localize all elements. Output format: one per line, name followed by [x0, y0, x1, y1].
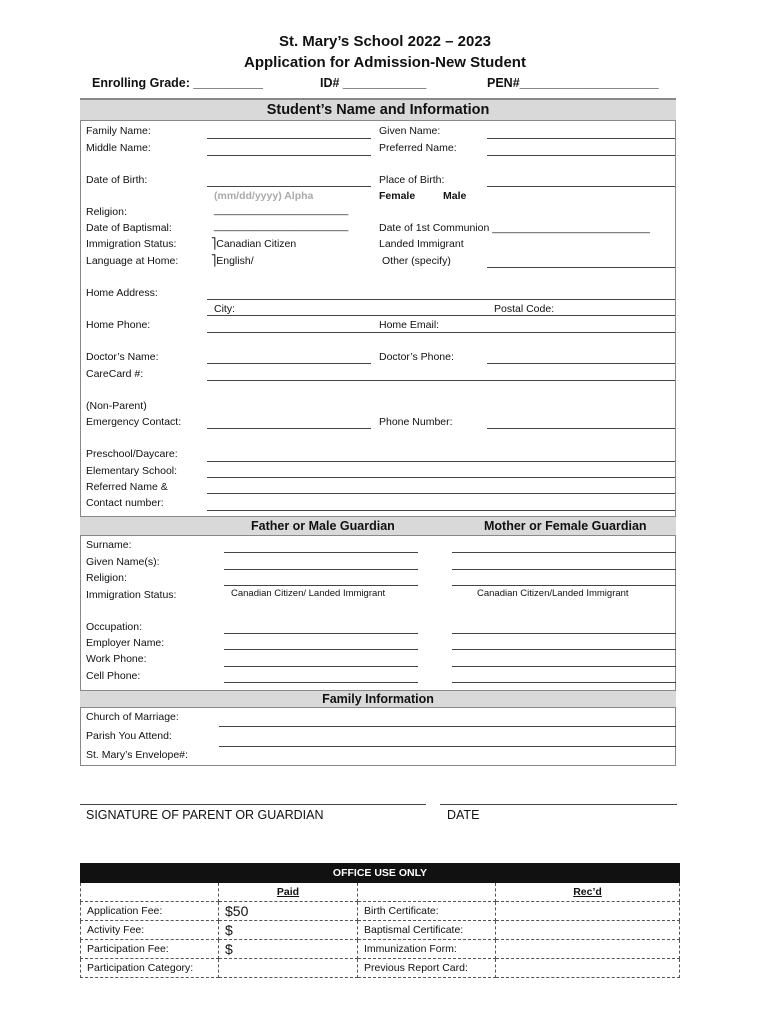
document-received-cell[interactable] [496, 959, 680, 978]
envelope-label: St. Mary’s Envelope#: [86, 749, 188, 761]
middle-name-input[interactable] [207, 155, 371, 156]
home-address-input[interactable] [207, 299, 675, 300]
place-of-birth-label: Place of Birth: [379, 174, 445, 186]
dob-hint: (mm/dd/yyyy) Alpha [214, 190, 314, 202]
referred-label: Referred Name & [86, 481, 168, 493]
parish-label: Parish You Attend: [86, 730, 172, 742]
parish-input[interactable] [219, 746, 676, 747]
family-name-input[interactable] [207, 138, 371, 139]
religion-label: Religion: [86, 206, 127, 218]
paid-header: Paid [219, 883, 358, 902]
emergency-contact-label: Emergency Contact: [86, 416, 182, 428]
guardians-header [80, 516, 676, 536]
father-status-option[interactable]: Canadian Citizen/ Landed Immigrant [231, 588, 386, 599]
preschool-input[interactable] [207, 461, 675, 462]
preschool-label: Preschool/Daycare: [86, 448, 178, 460]
given-name-label: Given Name: [379, 125, 441, 137]
mother-employer-input[interactable] [452, 649, 676, 650]
doctor-name-label: Doctor’s Name: [86, 351, 159, 363]
place-of-birth-input[interactable] [487, 186, 675, 187]
father-work-input[interactable] [224, 666, 418, 667]
carecard-input[interactable] [207, 380, 675, 381]
other-language-label: Other (specify) [382, 255, 451, 267]
document-received-cell[interactable] [496, 902, 680, 921]
surname-label: Surname: [86, 539, 132, 551]
family-title: Family Information [322, 692, 434, 706]
father-religion-input[interactable] [224, 585, 418, 586]
mother-work-input[interactable] [452, 666, 676, 667]
fee-value[interactable]: $ [219, 940, 358, 959]
female-option[interactable]: Female [379, 190, 416, 202]
middle-name-label: Middle Name: [86, 142, 151, 154]
office-title: OFFICE USE ONLY [81, 864, 680, 883]
document-received-cell[interactable] [496, 940, 680, 959]
guardian-religion-label: Religion: [86, 572, 127, 584]
cell-phone-label: Cell Phone: [86, 670, 141, 682]
father-given-input[interactable] [224, 569, 418, 570]
phone-email-input[interactable] [207, 332, 675, 333]
office-blank-cell [358, 883, 496, 902]
recd-header: Rec’d [496, 883, 680, 902]
occupation-label: Occupation: [86, 621, 143, 633]
contact-number-label: Contact number: [86, 497, 164, 509]
guardian-immigration-label: Immigration Status: [86, 589, 177, 601]
immigration-label: Immigration Status: [86, 238, 177, 250]
elementary-label: Elementary School: [86, 465, 178, 477]
baptismal-input[interactable]: _______________________ [214, 220, 349, 232]
city-label: City: [214, 303, 235, 315]
contact-number-input[interactable] [207, 510, 675, 511]
city-postal-input[interactable] [207, 315, 675, 316]
office-blank-cell [81, 883, 219, 902]
language-label: Language at Home: [86, 255, 179, 267]
family-name-label: Family Name: [86, 125, 151, 137]
work-phone-label: Work Phone: [86, 653, 147, 665]
father-occupation-input[interactable] [224, 633, 418, 634]
doctor-phone-label: Doctor’s Phone: [379, 351, 454, 363]
doctor-phone-input[interactable] [487, 363, 675, 364]
date-input[interactable] [440, 804, 677, 805]
other-language-input[interactable] [487, 267, 675, 268]
preferred-name-label: Preferred Name: [379, 142, 457, 154]
fee-value[interactable]: $50 [219, 902, 358, 921]
father-cell-input[interactable] [224, 682, 418, 683]
postal-code-label: Postal Code: [494, 303, 555, 315]
given-names-label: Given Name(s): [86, 556, 160, 568]
dob-label: Date of Birth: [86, 174, 148, 186]
emergency-contact-input[interactable] [207, 428, 371, 429]
signature-label: SIGNATURE OF PARENT OR GUARDIAN [86, 808, 324, 822]
form-title: Application for Admission-New Student [244, 54, 526, 71]
office-use-table [80, 863, 680, 978]
baptismal-label: Date of Baptismal: [86, 222, 172, 234]
signature-input[interactable] [80, 804, 426, 805]
home-address-label: Home Address: [86, 287, 158, 299]
elementary-input[interactable] [207, 477, 675, 478]
student-section-title: Student’s Name and Information [266, 102, 490, 118]
home-phone-label: Home Phone: [86, 319, 151, 331]
english-option[interactable]: ⎤English/ [211, 255, 254, 267]
male-option[interactable]: Male [443, 190, 467, 202]
student-section-header [80, 99, 676, 121]
preferred-name-input[interactable] [487, 155, 675, 156]
family-header [80, 690, 676, 708]
doctor-name-input[interactable] [207, 363, 371, 364]
mother-given-input[interactable] [452, 569, 676, 570]
fee-label: Application Fee: [81, 902, 219, 921]
document-label: Immunization Form: [358, 940, 496, 959]
carecard-label: CareCard #: [86, 368, 144, 380]
fee-label: Participation Fee: [81, 940, 219, 959]
enrolling-grade-field[interactable]: Enrolling Grade: __________ [92, 76, 263, 90]
church-label: Church of Marriage: [86, 711, 179, 723]
school-title: St. Mary’s School 2022 – 2023 [278, 33, 492, 50]
employer-label: Employer Name: [86, 637, 165, 649]
mother-surname-input[interactable] [452, 552, 676, 553]
given-name-input[interactable] [487, 138, 675, 139]
referred-input[interactable] [207, 493, 675, 494]
phone-number-label: Phone Number: [379, 416, 453, 428]
mother-occupation-input[interactable] [452, 633, 676, 634]
date-label: DATE [447, 808, 480, 822]
landed-immigrant-option[interactable]: Landed Immigrant [379, 238, 464, 250]
dob-input[interactable] [207, 186, 371, 187]
id-field[interactable]: ID# ____________ [320, 76, 427, 90]
pen-field[interactable]: PEN#____________________ [487, 76, 659, 90]
non-parent-label: (Non-Parent) [86, 400, 147, 412]
father-surname-input[interactable] [224, 552, 418, 553]
document-received-cell[interactable] [496, 921, 680, 940]
mother-religion-input[interactable] [452, 585, 676, 586]
mother-status-option[interactable]: Canadian Citizen/Landed Immigrant [477, 588, 629, 599]
canadian-citizen-option[interactable]: ⎤Canadian Citizen [211, 238, 297, 250]
phone-number-input[interactable] [487, 428, 675, 429]
fee-value[interactable] [219, 959, 358, 978]
document-label: Previous Report Card: [358, 959, 496, 978]
father-employer-input[interactable] [224, 649, 418, 650]
religion-input[interactable]: _______________________ [214, 204, 349, 216]
fee-value[interactable]: $ [219, 921, 358, 940]
mother-cell-input[interactable] [452, 682, 676, 683]
document-label: Birth Certificate: [358, 902, 496, 921]
communion-field[interactable]: Date of 1st Communion ___________________________ [379, 222, 650, 234]
fee-label: Activity Fee: [81, 921, 219, 940]
church-input[interactable] [219, 726, 676, 727]
fee-label: Participation Category: [81, 959, 219, 978]
mother-title: Mother or Female Guardian [484, 519, 647, 533]
home-email-label: Home Email: [379, 319, 440, 331]
father-title: Father or Male Guardian [251, 519, 395, 533]
document-label: Baptismal Certificate: [358, 921, 496, 940]
